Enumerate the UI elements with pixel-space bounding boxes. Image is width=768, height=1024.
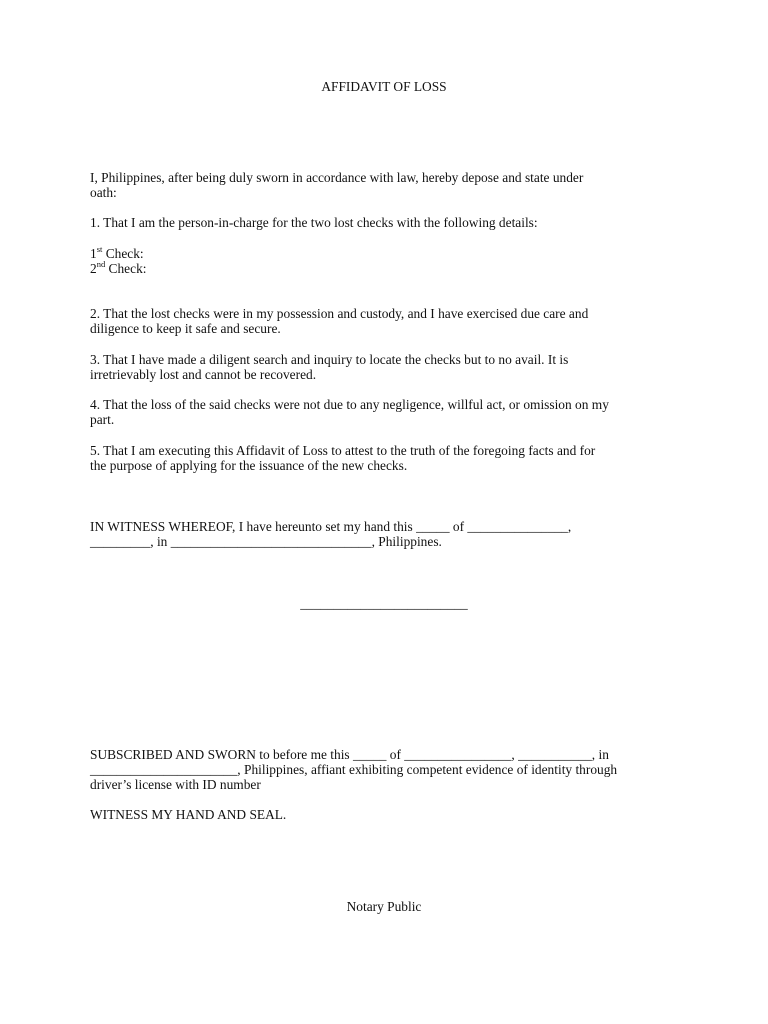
check-2-line <box>90 258 147 276</box>
item-5-line-2: the purpose of applying for the issuance of the new checks. <box>90 458 408 473</box>
document-title: AFFIDAVIT OF LOSS <box>321 79 447 94</box>
subscribed-line-1: SUBSCRIBED AND SWORN to before me this _____ of ________________, ___________, in <box>90 747 609 762</box>
witness-seal: WITNESS MY HAND AND SEAL. <box>90 807 287 822</box>
item-1: 1. That I am the person-in-charge for the two lost checks with the following details: <box>90 215 538 230</box>
item-3-line-1: 3. That I have made a diligent search and inquiry to locate the checks but to no avail. It is <box>90 352 569 367</box>
item-5-line-1: 5. That I am executing this Affidavit of Loss to attest to the truth of the foregoing facts and for <box>90 443 596 458</box>
check-1-label: Check: <box>102 246 144 261</box>
check-1-suffix: st <box>96 243 103 254</box>
intro-line-1: I, Philippines, after being duly sworn in accordance with law, hereby depose and state under <box>90 170 584 185</box>
check-1-number: 1 <box>90 246 97 261</box>
check-2-suffix: nd <box>96 258 106 269</box>
notary-public-label: Notary Public <box>346 899 422 914</box>
item-2-line-2: diligence to keep it safe and secure. <box>90 321 281 336</box>
witness-line-2: _________, in ______________________________, Philippines. <box>90 534 442 549</box>
item-4-line-1: 4. That the loss of the said checks were not due to any negligence, willful act, or omission on my <box>90 397 609 412</box>
check-2-label: Check: <box>105 261 147 276</box>
witness-line-1: IN WITNESS WHEREOF, I have hereunto set my hand this _____ of _______________, <box>90 519 572 534</box>
signature-line: _________________________ <box>300 596 468 611</box>
item-2-line-1: 2. That the lost checks were in my possession and custody, and I have exercised due care and <box>90 306 589 321</box>
item-4-line-2: part. <box>90 412 115 427</box>
subscribed-line-3: driver’s license with ID number <box>90 777 261 792</box>
item-3-line-2: irretrievably lost and cannot be recovered. <box>90 367 317 382</box>
check-2-number: 2 <box>90 261 97 276</box>
intro-line-2: oath: <box>90 185 117 200</box>
subscribed-line-2: ______________________, Philippines, affiant exhibiting competent evidence of identity through <box>90 762 618 777</box>
